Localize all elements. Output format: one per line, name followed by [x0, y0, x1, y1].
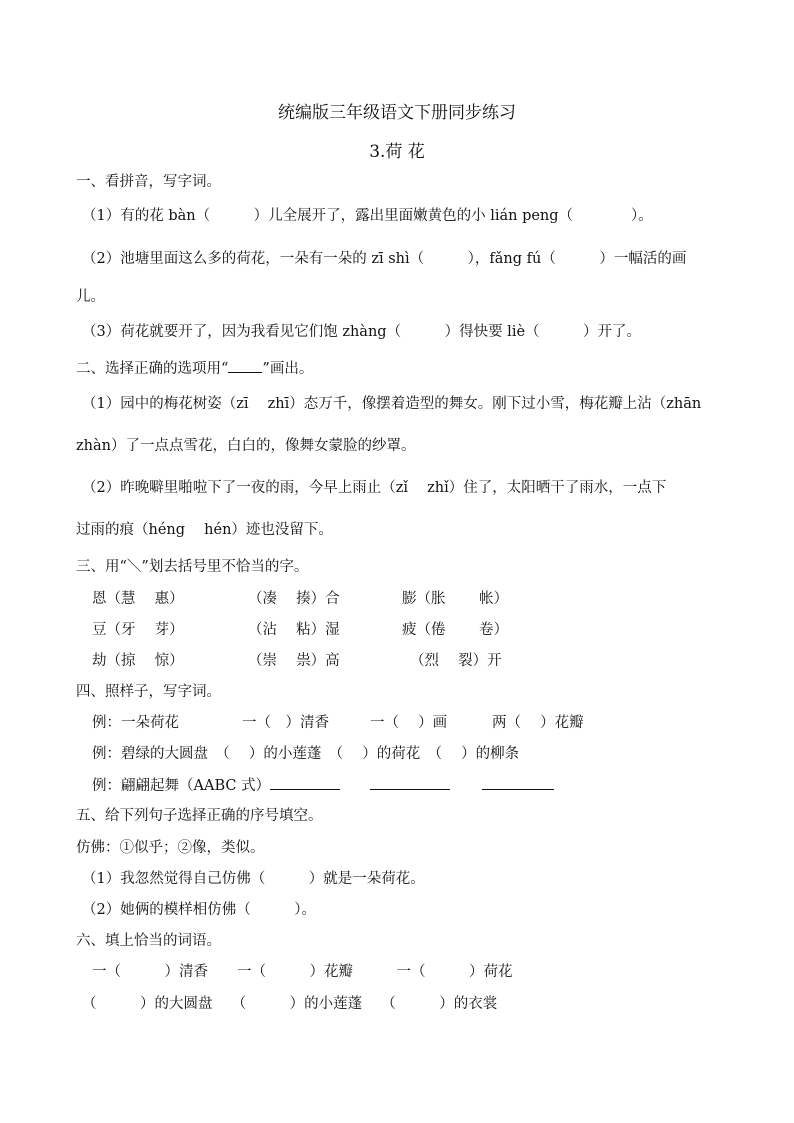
section-1-heading: 一、看拼音，写字词。 [76, 174, 221, 190]
s3-item: 膨（胀 帐） [402, 591, 509, 607]
s4-example-1: 例：一朵荷花 [92, 715, 179, 731]
section-2-heading-a: 二、选择正确的选项用“ [76, 361, 229, 377]
s3-item: （烈 裂）开 [410, 653, 502, 669]
s1-question-3: （3）荷花就要开了，因为我看见它们饱 zhàng（ ）得快要 liè（ ）开了。 [82, 324, 642, 340]
section-2-heading [76, 358, 313, 379]
section-4-heading: 四、照样子，写字词。 [76, 684, 221, 700]
section-5-heading: 五、给下列句子选择正确的序号填空。 [76, 808, 323, 824]
s3-item: （凑 揍）合 [248, 591, 340, 607]
s3-item: （崇 祟）高 [248, 653, 340, 669]
s2-question-1-cont: zhàn）了一点点雪花，白白的，像舞女蒙脸的纱罩。 [76, 438, 416, 454]
s3-item: 豆（牙 芽） [92, 622, 184, 638]
s1-question-2-cont: 儿。 [76, 289, 105, 305]
answer-line [270, 775, 340, 790]
s5-definition: 仿佛：①似乎；②像，类似。 [76, 840, 265, 856]
section-6-heading: 六、填上恰当的词语。 [76, 933, 221, 949]
document-title: 统编版三年级语文下册同步练习 [278, 103, 516, 123]
s3-item: （沾 粘）湿 [248, 622, 340, 638]
answer-line [370, 775, 450, 790]
section-3-heading: 三、用“＼”划去括号里不恰当的字。 [76, 559, 309, 575]
s4-blank: 两（ ）花瓣 [492, 715, 584, 731]
s6-row-2: （ ）的大圆盘 （ ）的小莲蓬 （ ）的衣裳 [82, 996, 498, 1012]
s2-question-2: （2）昨晚噼里啪啦下了一夜的雨，今早上雨止（zǐ zhǐ）住了，太阳晒干了雨水，一点下 [82, 480, 667, 496]
s4-example-2: 例：碧绿的大圆盘 （ ）的小莲蓬 （ ）的荷花 （ ）的柳条 [92, 746, 520, 762]
s4-example-3 [92, 775, 554, 796]
s6-row-1: 一（ ）清香 一（ ）花瓣 一（ ）荷花 [92, 964, 513, 980]
underline-sample [228, 358, 262, 373]
s3-item: 劫（掠 惊） [92, 653, 184, 669]
s5-question-2: （2）她俩的模样相仿佛（ ）。 [82, 902, 316, 918]
s5-question-1: （1）我忽然觉得自己仿佛（ ）就是一朵荷花。 [82, 871, 425, 887]
s4-example-3-text: 例：翩翩起舞（AABC 式） [92, 778, 271, 794]
s2-question-1: （1）园中的梅花树姿（zī zhī）态万千，像摆着造型的舞女。刚下过小雪，梅花瓣上沾（zhān [82, 396, 702, 412]
s4-blank: 一（ ）画 [370, 715, 448, 731]
s1-question-1: （1）有的花 bàn（ ）儿全展开了，露出里面嫩黄色的小 lián peng（ ）。 [82, 208, 653, 224]
lesson-title: 3.荷 花 [369, 142, 425, 162]
section-2-heading-b: ”画出。 [262, 361, 314, 377]
answer-line [482, 775, 554, 790]
s3-item: 疲（倦 卷） [402, 622, 509, 638]
s1-question-2: （2）池塘里面这么多的荷花，一朵有一朵的 zī shì（ ），fǎng fú（ ）一幅活的画 [82, 251, 687, 267]
s3-item: 恩（慧 惠） [92, 591, 184, 607]
s2-question-2-cont: 过雨的痕（héng hén）迹也没留下。 [76, 522, 333, 538]
s4-blank: 一（ ）清香 [242, 715, 329, 731]
